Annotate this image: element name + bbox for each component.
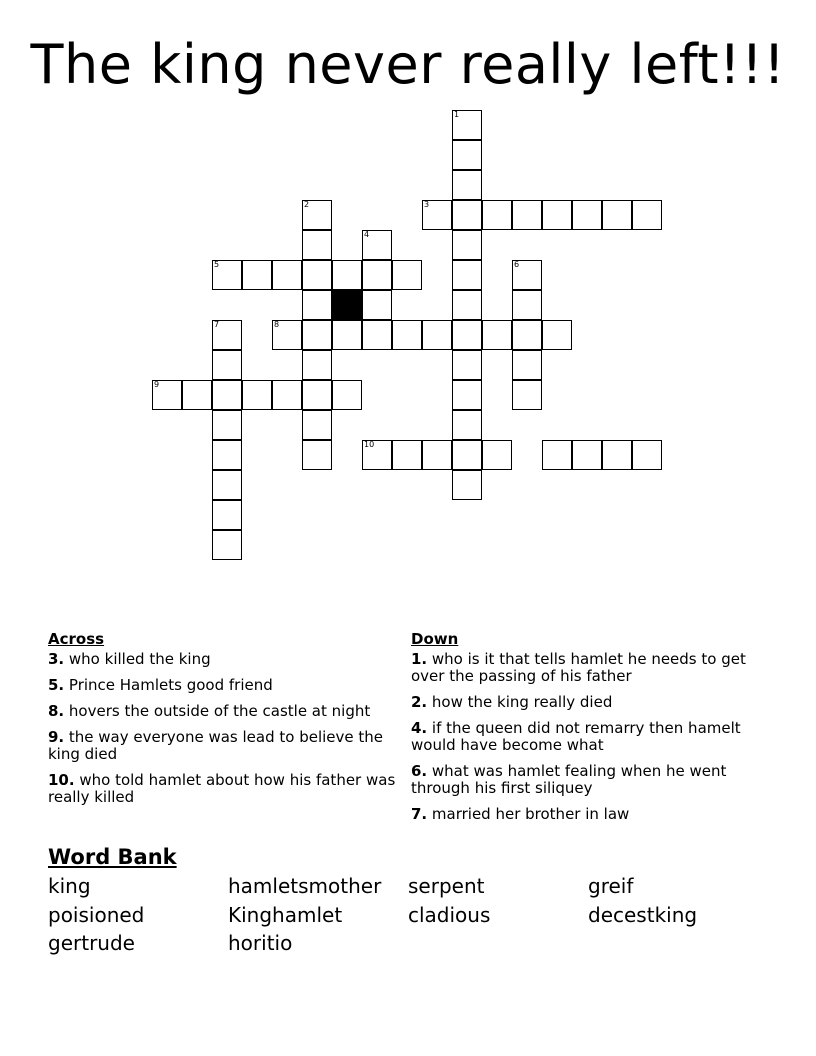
grid-cell[interactable] [212,530,242,560]
grid-cell[interactable] [392,440,422,470]
grid-cell[interactable] [302,290,332,320]
grid-cell[interactable] [302,440,332,470]
grid-cell[interactable] [422,200,452,230]
grid-cell[interactable] [452,290,482,320]
grid-cell[interactable] [212,410,242,440]
down-clue [411,651,771,685]
grid-cell[interactable] [452,470,482,500]
grid-cell[interactable] [212,260,242,290]
black-cell [332,290,362,320]
down-clue [411,720,771,754]
grid-cell[interactable] [272,260,302,290]
down-clue [411,694,771,711]
grid-cell[interactable] [212,320,242,350]
grid-cell[interactable] [452,260,482,290]
grid-cell[interactable] [452,350,482,380]
grid-cell[interactable] [242,380,272,410]
clue-text: hovers the outside of the castle at night [64,702,371,720]
grid-cell[interactable] [602,200,632,230]
word-bank-word: greif [588,874,634,898]
grid-cell[interactable] [422,320,452,350]
word-bank-title: Word Bank [48,845,177,869]
down-clue [411,763,771,797]
grid-cell[interactable] [302,410,332,440]
grid-cell[interactable] [452,410,482,440]
clue-number: 5. [48,676,65,694]
clue-number: 8. [48,702,65,720]
cell-number: 5 [214,260,220,269]
across-clue [48,677,398,694]
cell-number: 2 [304,200,310,209]
grid-cell[interactable] [362,320,392,350]
grid-cell[interactable] [272,380,302,410]
clue-text: who is it that tells hamlet he needs to get over the passing of his father [411,650,746,685]
clue-text: the way everyone was lead to believe the king died [48,728,384,763]
across-heading: Across [48,630,105,648]
grid-cell[interactable] [482,440,512,470]
clue-number: 3. [48,650,65,668]
grid-cell[interactable] [212,350,242,380]
clue-text: who killed the king [64,650,211,668]
across-clue [48,651,398,668]
clue-number: 4. [411,719,428,737]
across-clue [48,772,398,806]
across-clues [48,631,398,815]
grid-cell[interactable] [512,290,542,320]
grid-cell[interactable] [182,380,212,410]
grid-cell[interactable] [212,380,242,410]
grid-cell[interactable] [542,200,572,230]
down-heading: Down [411,630,459,648]
cell-number: 10 [364,440,375,449]
clue-text: Prince Hamlets good friend [64,676,273,694]
grid-cell[interactable] [512,380,542,410]
clue-text: if the queen did not remarry then hamelt would have become what [411,719,741,754]
grid-cell[interactable] [422,440,452,470]
word-bank-word: hamletsmother [228,874,382,898]
clue-number: 2. [411,693,428,711]
across-clue [48,703,398,720]
cell-number: 1 [454,110,460,119]
grid-cell[interactable] [572,200,602,230]
grid-cell[interactable] [452,380,482,410]
grid-cell[interactable] [452,440,482,470]
clue-number: 6. [411,762,428,780]
grid-cell[interactable] [302,320,332,350]
grid-cell[interactable] [212,470,242,500]
clue-number: 1. [411,650,428,668]
grid-cell[interactable] [302,260,332,290]
grid-cell[interactable] [482,320,512,350]
grid-cell[interactable] [452,140,482,170]
grid-cell[interactable] [452,200,482,230]
grid-cell[interactable] [392,260,422,290]
clue-text: what was hamlet fealing when he went through his first siliquey [411,762,727,797]
grid-cell[interactable] [512,350,542,380]
down-clue [411,806,771,823]
grid-cell[interactable] [332,320,362,350]
grid-cell[interactable] [572,440,602,470]
grid-cell[interactable] [632,440,662,470]
clue-text: married her brother in law [427,805,630,823]
grid-cell[interactable] [272,320,302,350]
grid-cell[interactable] [602,440,632,470]
puzzle-title: The king never really left!!! [30,33,786,96]
clue-number: 9. [48,728,65,746]
grid-cell[interactable] [362,290,392,320]
word-bank-word: king [48,874,91,898]
word-bank-word: gertrude [48,931,135,955]
word-bank-word: Kinghamlet [228,903,343,927]
grid-cell[interactable] [512,260,542,290]
grid-cell[interactable] [212,440,242,470]
grid-cell[interactable] [242,260,272,290]
word-bank-word: serpent [408,874,485,898]
grid-cell[interactable] [452,230,482,260]
clue-number: 7. [411,805,428,823]
grid-cell[interactable] [392,320,422,350]
cell-number: 9 [154,380,160,389]
grid-cell[interactable] [152,380,182,410]
grid-cell[interactable] [302,380,332,410]
grid-cell[interactable] [332,260,362,290]
cell-number: 3 [424,200,430,209]
grid-cell[interactable] [302,230,332,260]
grid-cell[interactable] [302,350,332,380]
cell-number: 6 [514,260,520,269]
grid-cell[interactable] [302,200,332,230]
grid-cell[interactable] [542,320,572,350]
grid-cell[interactable] [212,500,242,530]
cell-number: 4 [364,230,370,239]
grid-cell[interactable] [362,260,392,290]
grid-cell[interactable] [512,200,542,230]
cell-number: 8 [274,320,280,329]
word-bank-word: horitio [228,931,293,955]
across-clue [48,729,398,763]
word-bank-word: cladious [408,903,491,927]
grid-cell[interactable] [482,200,512,230]
cell-number: 7 [214,320,220,329]
clue-number: 10. [48,771,75,789]
down-clues [411,631,771,832]
clue-text: who told hamlet about how his father was really killed [48,771,396,806]
grid-cell[interactable] [362,230,392,260]
grid-cell[interactable] [332,380,362,410]
grid-cell[interactable] [452,110,482,140]
clue-text: how the king really died [427,693,613,711]
grid-cell[interactable] [512,320,542,350]
grid-cell[interactable] [632,200,662,230]
grid-cell[interactable] [542,440,572,470]
word-bank-word: decestking [588,903,698,927]
grid-cell[interactable] [362,440,392,470]
word-bank-word: poisioned [48,903,145,927]
grid-cell[interactable] [452,170,482,200]
grid-cell[interactable] [452,320,482,350]
